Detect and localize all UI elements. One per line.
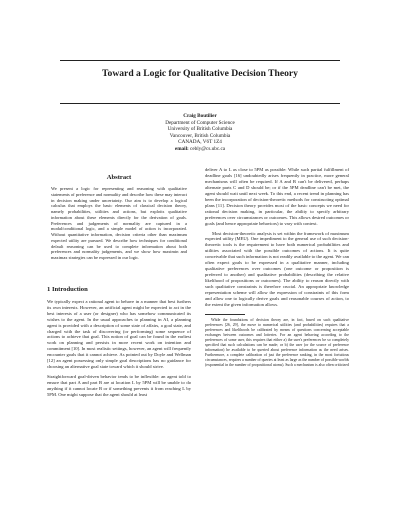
footnote-separator (205, 314, 245, 315)
author-block (60, 113, 340, 153)
abstract-text: We present a logic for representing and reasoning with qualitative statements of preference and normality and describe how these may interact in decision making under uncertainty. Our aim is to develop a logical calculus that employs the basic elements of classical decision theory, namely probabilities, utilities and actions, but exploits qualitative information about these elements directly for the derivation of goals. Preferences and judgements of normality are captured in a modal/conditional logic, and a simple model of action is incorporated. Without quantitative information, decision criteria other than maximum expected utility are pursued. We describe how techniques for conditional default reasoning can be used to complete information about both preferences and normality judgements, and we show how maximin and maximax strategies can be expressed in our logic. (51, 186, 187, 260)
right-paragraph-2: Most decision-theoretic analysis is set within the framework of maximum expected utility (MEU). One impediment to the general use of such decision-theoretic tools is the requirement to have both numerical probabilities and utilities associated with the possible outcomes of actions. It is quite conceivable that such information is not readily available to the agent. We can often expect goals to be expressed in a qualitative manner, including qualitative preferences over outcomes (one outcome or proposition is preferred to another) and qualitative probabilities (describing the relative likelihood of propositions or outcomes). The ability to reason directly with such qualitative constraints is therefore crucial. An appropriate knowledge representation scheme will allow the expression of constraints of this form and allow one to logically derive goals and reasonable courses of action, to the extent the given information allows. (205, 230, 349, 307)
paper-title: Toward a Logic for Qualitative Decision Theory (102, 68, 298, 79)
right-paragraph-1: deliver A to L as close to 5PM as possible: While such partial fulfillment of deadline goals [16] undoubtedly arises frequently in practice, more general mechanisms will often be required. If A and B can't be delivered, perhaps alternate parts C and D should be; or if the 5PM deadline can't be met, the agent should wait until next week. To this end, a recent trend in planning has been the incorporation of decision-theoretic methods for constructing optimal plans [11]. Decision theory provides most of the basic concepts we need for rational decision making, in particular, the ability to specify arbitrary preferences over circumstances or outcomes. This allows desired outcomes or goals (and hence appropriate behaviors) to vary with context. (205, 167, 349, 226)
author-email: cebly@cs.ubc.ca (190, 145, 226, 152)
author-university: University of British Columbia (167, 126, 233, 133)
footnote-text: While the foundations of decision theory are, in fact, based on such qualitative preferences [26, 29], the move to numerical utilities (and probabilities) requires that a preferences and likelihoods be calibrated by means of questions concerning acceptable exchanges between outcomes and lotteries. For an agent behaving according to the preferences of some user, this requires that either a) the user's preferences be so completely specified that such calculations can be made; or b) the user (or the source of preference information) be available to be queried about preference information as the need arises. Furthermore, a complete calibration of just the preference ranking, in the most fortuitous circumstances, requires a number of queries at least as large as the number of possible worlds (exponential in the number of propositional atoms). Such a mechanism is also often criticized (205, 317, 349, 367)
title-top-rule (60, 60, 340, 61)
intro-paragraph-2: Straightforward goal-driven behavior tends to be inflexible: an agent told to ensure that part A and part B are at location L by 5PM will be unable to do anything if it cannot locate B or if something prevents it from reaching L by 5PM. One might suppose that the agent should at least (47, 374, 191, 398)
left-column (47, 174, 191, 402)
email-label: email: (174, 145, 189, 152)
author-email-line (60, 146, 340, 153)
author-country: CANADA, V6T 1Z4 (178, 139, 222, 146)
right-column (205, 167, 349, 367)
intro-paragraph-1: We typically expect a rational agent to behave in a manner that best furthers its own interests. However, an artificial agent might be expected to act in the best interests of a user (or designer) who has somehow communicated its wishes to the agent. In the usual approaches to planning in AI, a planning agent is provided with a description of some state of affairs, a goal state, and charged with the task of discovering (or performing) some sequence of actions to achieve that goal. This notion of goal can be found in the earliest work on planning and persists in more recent work on intention and commitment [10]. In most realistic settings, however, an agent will frequently encounter goals that it cannot achieve. As pointed out by Doyle and Wellman [12] an agent possessing only simple goal descriptions has no guidance for choosing an alternative goal state toward which it should strive. (47, 298, 191, 370)
author-city: Vancouver, British Columbia (169, 132, 231, 139)
title-bottom-rule (60, 103, 340, 104)
section-heading-introduction: 1 Introduction (47, 285, 88, 293)
author-name: Craig Boutilier (183, 113, 217, 119)
abstract-heading: Abstract (106, 174, 132, 181)
author-dept: Department of Computer Science (165, 119, 235, 126)
